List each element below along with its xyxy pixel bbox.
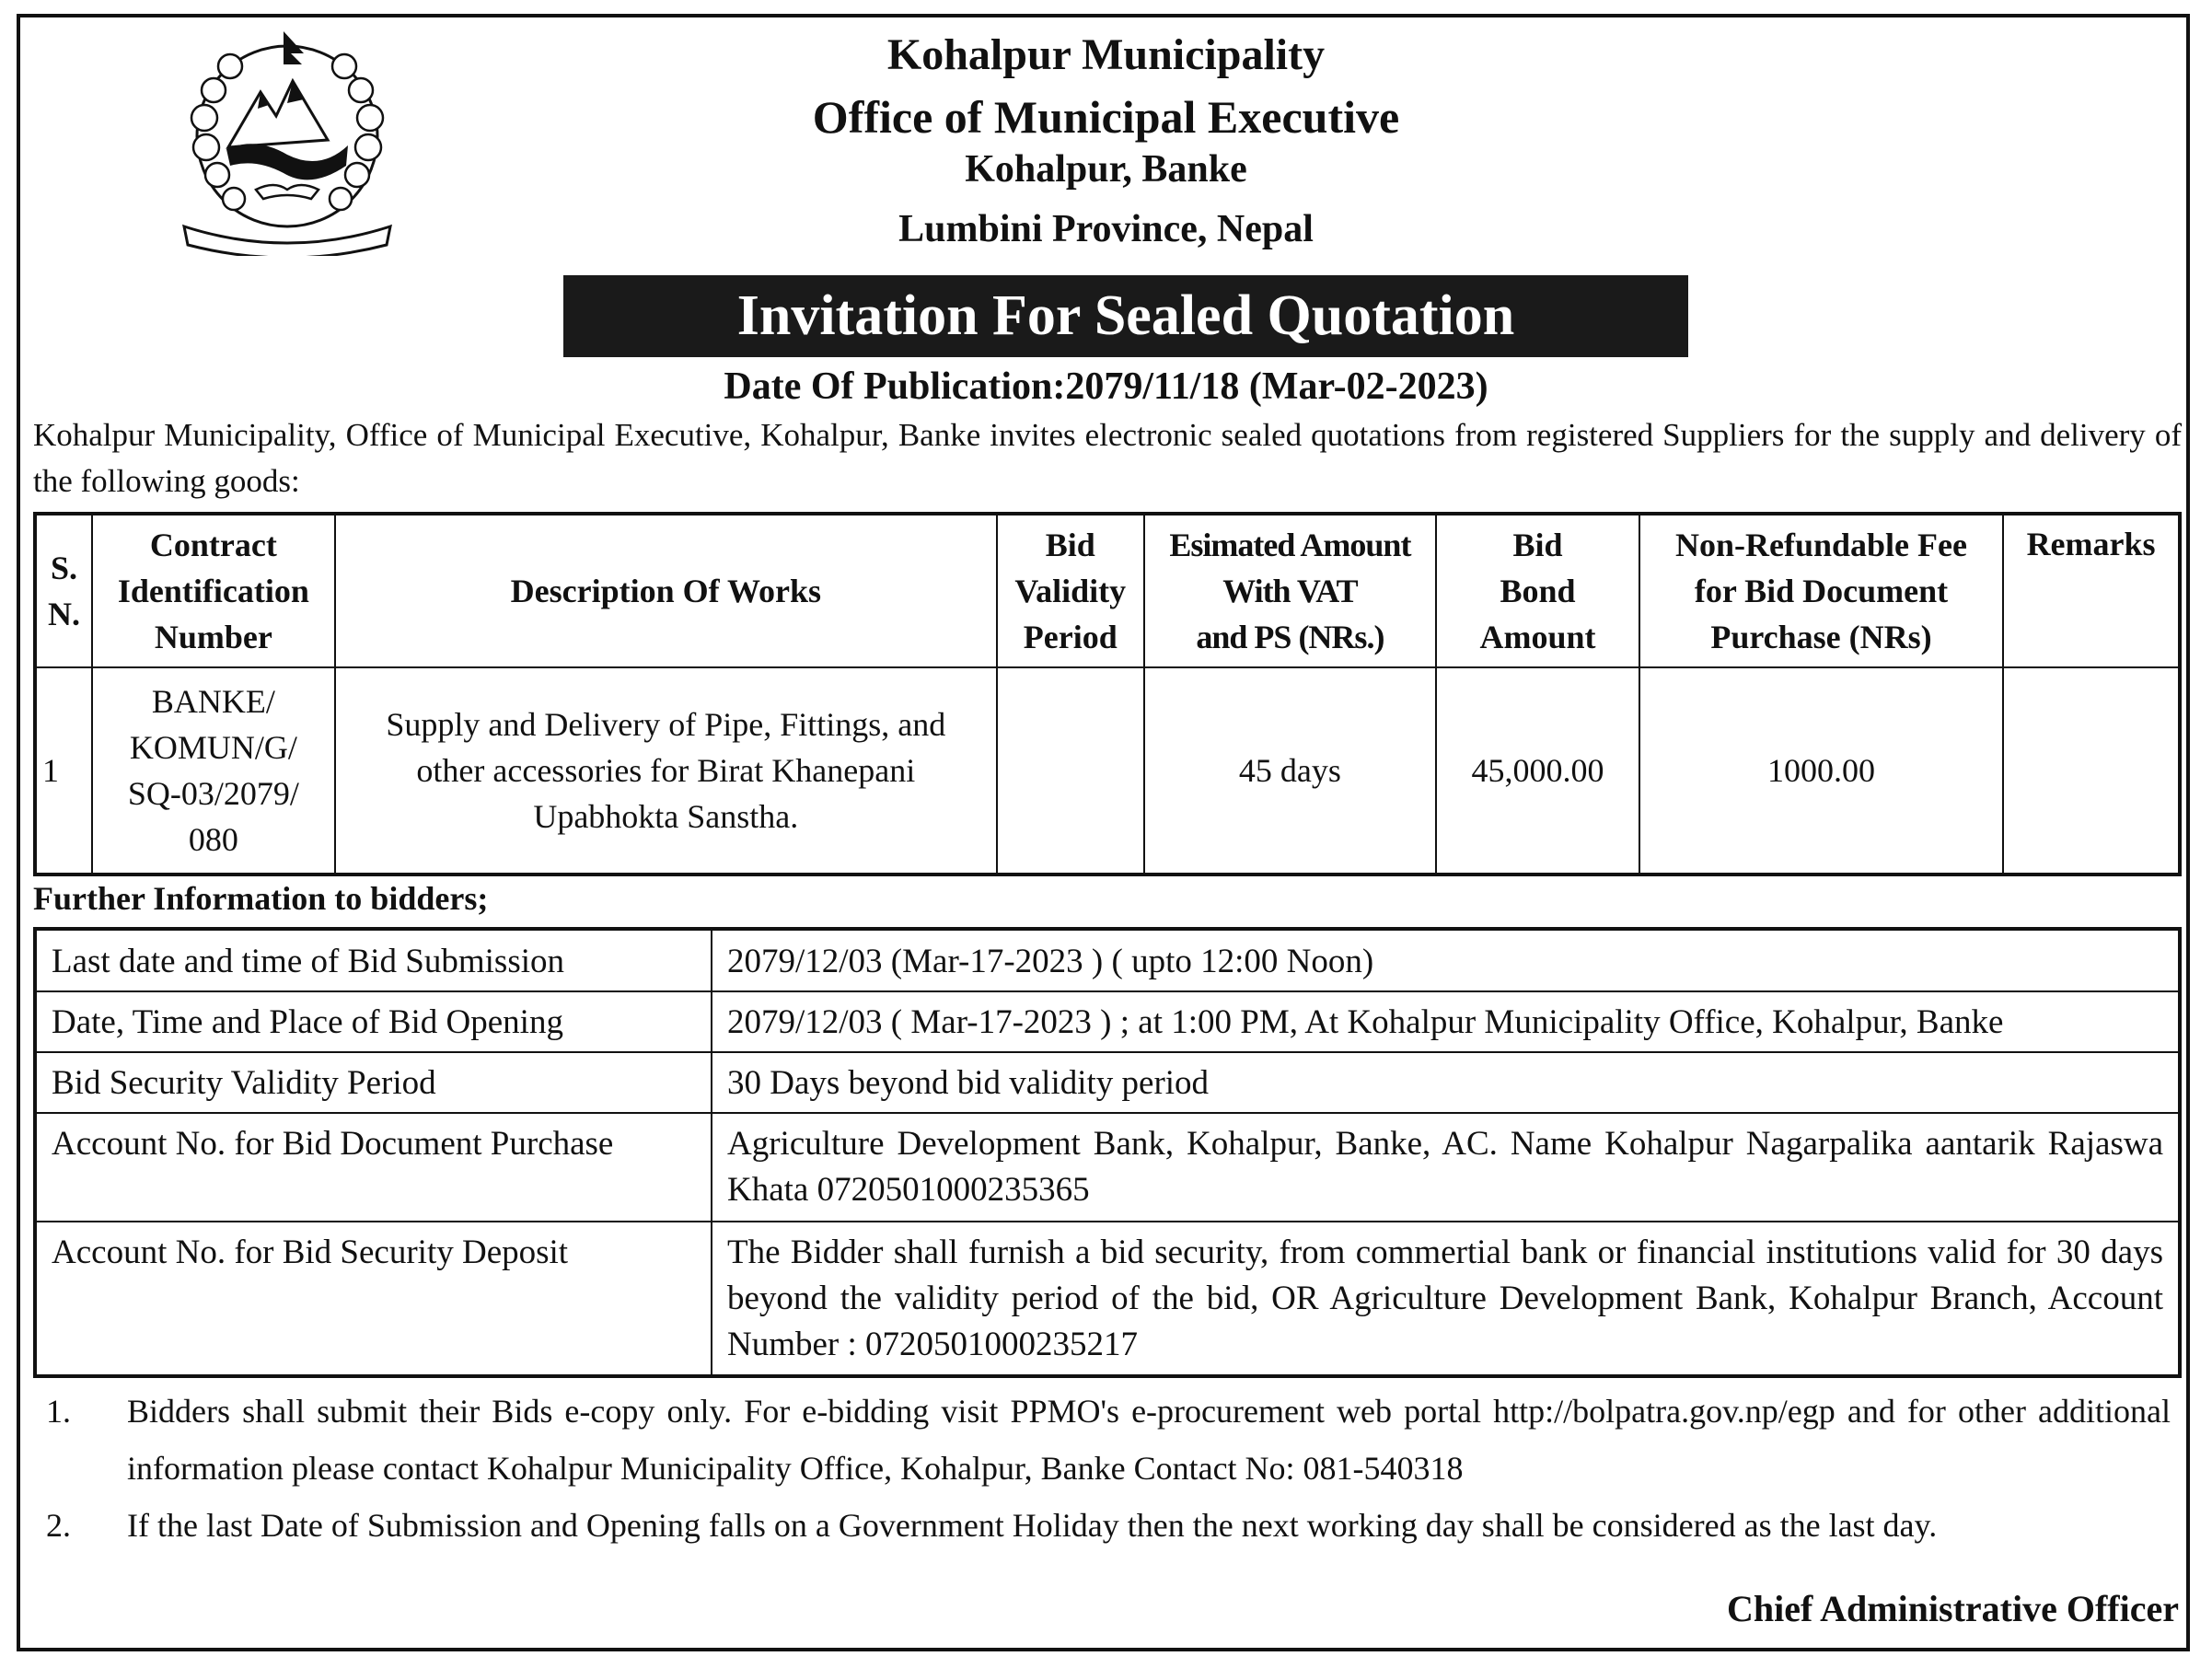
header-document-fee: Non-Refundable Fee for Bid Document Purchase (NRs) — [1639, 514, 2003, 667]
table-header-row — [35, 514, 2180, 667]
table-row — [35, 1113, 2180, 1222]
note-number: 2. — [46, 1507, 71, 1544]
cell-remarks — [2003, 667, 2180, 875]
info-label: Account No. for Bid Document Purchase — [35, 1113, 712, 1222]
info-label: Bid Security Validity Period — [35, 1052, 712, 1113]
info-value: Agriculture Development Bank, Kohalpur, Banke, AC. Name Kohalpur Nagarpalika aantarik Rajaswa Khata 0720501000235365 — [712, 1113, 2180, 1222]
notice-title: Invitation For Sealed Quotation — [736, 284, 1515, 347]
cell-bid-validity — [997, 667, 1144, 875]
info-label: Date, Time and Place of Bid Opening — [35, 991, 712, 1052]
intro-paragraph: Kohalpur Municipality, Office of Municipal Executive, Kohalpur, Banke invites electronic sealed quotations from registered Suppliers for the supply and delivery of the following goods: — [33, 417, 2182, 499]
note-number: 1. — [46, 1393, 71, 1430]
table-row — [35, 1052, 2180, 1113]
office-name: Office of Municipal Executive — [812, 91, 1400, 143]
cell-description: Supply and Delivery of Pipe, Fittings, and other accessories for Birat Khanepani Upabhokta Sanstha. — [335, 667, 997, 875]
cell-sn: 1 — [35, 667, 92, 875]
header-sn: S. N. — [35, 514, 92, 667]
note-text: If the last Date of Submission and Opening falls on a Government Holiday then the next working day shall be considered as the last day. — [127, 1507, 1938, 1544]
header-bid-bond: Bid Bond Amount — [1436, 514, 1639, 667]
quotation-table — [33, 512, 2182, 876]
info-value: The Bidder shall furnish a bid security, from commertial bank or financial institutions valid for 30 days beyond the validity period of the bid, OR Agriculture Development Bank, Kohalpur Branch, Account Number : 0720501000235217 — [712, 1222, 2180, 1376]
cell-bid-bond: 45,000.00 — [1436, 667, 1639, 875]
table-row — [35, 991, 2180, 1052]
header-bid-validity: Bid Validity Period — [997, 514, 1144, 667]
further-info-table — [33, 927, 2182, 1378]
notice-title-banner — [563, 275, 1688, 357]
list-item — [46, 1383, 2171, 1497]
header-contract-id: Contract Identification Number — [92, 514, 335, 667]
cell-document-fee: 1000.00 — [1639, 667, 2003, 875]
info-value: 30 Days beyond bid validity period — [712, 1052, 2180, 1113]
header-description: Description Of Works — [335, 514, 997, 667]
cell-estimated-amount: 45 days — [1144, 667, 1436, 875]
info-label: Last date and time of Bid Submission — [35, 929, 712, 991]
cell-contract-id: BANKE/ KOMUN/G/ SQ-03/2079/ 080 — [92, 667, 335, 875]
note-text: Bidders shall submit their Bids e-copy only. For e-bidding visit PPMO's e-procurement web portal http://bolpatra.gov.np/egp and for other additional information please contact Kohalpur Municipality Office, Kohalpur, Banke Contact No: 081-540318 — [127, 1393, 2171, 1487]
table-row — [35, 929, 2180, 991]
list-item — [46, 1497, 2171, 1554]
further-info-title: Further Information to bidders; — [33, 880, 489, 917]
province-name: Lumbini Province, Nepal — [898, 208, 1314, 250]
office-location: Kohalpur, Banke — [965, 148, 1247, 191]
table-row — [35, 667, 2180, 875]
header-remarks: Remarks — [2003, 514, 2180, 667]
header-estimated-amount: Esimated Amount With VAT and PS (NRs.) — [1144, 514, 1436, 667]
notes-list — [46, 1383, 2171, 1554]
info-value: 2079/12/03 (Mar-17-2023 ) ( upto 12:00 Noon) — [712, 929, 2180, 991]
table-row — [35, 1222, 2180, 1376]
municipality-name: Kohalpur Municipality — [886, 30, 1326, 79]
info-value: 2079/12/03 ( Mar-17-2023 ) ; at 1:00 PM, At Kohalpur Municipality Office, Kohalpur, Banke — [712, 991, 2180, 1052]
signature-title: Chief Administrative Officer — [1727, 1588, 2179, 1629]
info-label: Account No. for Bid Security Deposit — [35, 1222, 712, 1376]
publication-date: Date Of Publication:2079/11/18 (Mar-02-2023) — [724, 365, 1488, 408]
